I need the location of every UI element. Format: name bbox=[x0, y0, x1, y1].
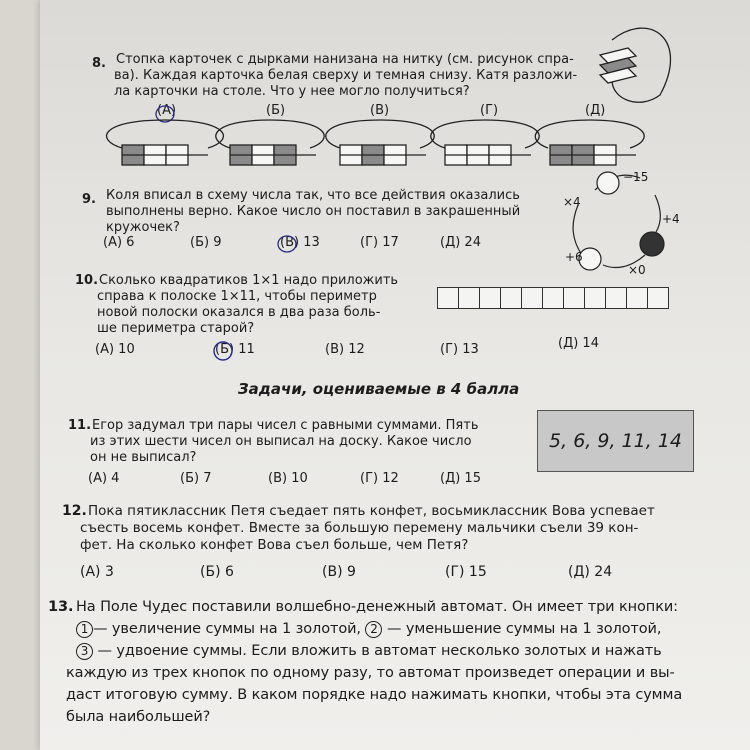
q12-text-line3: фет. На сколько конфет Вова съел больше, чем Петя? bbox=[80, 537, 469, 553]
q9-label-plus4: +4 bbox=[662, 212, 680, 226]
q12-option-a[interactable]: (А) 3 bbox=[80, 564, 114, 580]
q11-option-c[interactable]: (В) 10 bbox=[268, 471, 308, 486]
q12-option-e[interactable]: (Д) 24 bbox=[568, 564, 613, 580]
q11-option-a[interactable]: (А) 4 bbox=[88, 471, 120, 486]
q9-text-line3: кружочек? bbox=[106, 220, 180, 235]
q9-text-line2: выполнены верно. Какое число он поставил в закрашенный bbox=[106, 204, 521, 219]
q9-option-d[interactable]: (Г) 17 bbox=[360, 235, 399, 250]
q11-text-line2: из этих шести чисел он выписал на доску. Какое число bbox=[90, 434, 472, 449]
q11-option-d[interactable]: (Г) 12 bbox=[360, 471, 399, 486]
q9-option-e[interactable]: (Д) 24 bbox=[440, 235, 481, 250]
q13-line3-text: — удвоение суммы. Если вложить в автомат несколько золотых и нажать bbox=[97, 643, 662, 659]
q11-text-line3: он не выписал? bbox=[90, 450, 197, 465]
q9-option-b[interactable]: (Б) 9 bbox=[190, 235, 222, 250]
q10-option-b[interactable]: (Б) 11 bbox=[215, 342, 255, 357]
q10-option-a[interactable]: (А) 10 bbox=[95, 342, 135, 357]
q10-text-line3: новой полоски оказался в два раза боль- bbox=[97, 305, 381, 320]
q8-option-c[interactable]: (В) bbox=[370, 103, 390, 118]
q9-label-minus15: −15 bbox=[623, 170, 649, 184]
q9-label-plus6: +6 bbox=[565, 250, 583, 264]
q10-text-line2: справа к полоске 1×11, чтобы периметр bbox=[97, 289, 377, 304]
q13-text-line2 bbox=[76, 620, 661, 640]
button-1-circle: 1 bbox=[76, 621, 93, 638]
q12-text-line2: съесть восемь конфет. Вместе за большую перемену мальчики съели 39 кон- bbox=[80, 520, 639, 536]
q10-text-line1: Сколько квадратиков 1×1 надо приложить bbox=[99, 273, 399, 288]
section-heading-4-points: Задачи, оцениваемые в 4 балла bbox=[238, 380, 520, 398]
q8-option-a[interactable]: (А) bbox=[157, 103, 177, 118]
button-3-circle: 3 bbox=[76, 643, 93, 660]
q8-option-b[interactable]: (Б) bbox=[266, 103, 286, 118]
q10-option-c[interactable]: (В) 12 bbox=[325, 342, 365, 357]
q11-option-b[interactable]: (Б) 7 bbox=[180, 471, 212, 486]
q13-text-line3 bbox=[76, 642, 662, 662]
q13-text-line5: даст итоговую сумму. В каком порядке надо нажимать кнопки, чтобы эта сумма bbox=[66, 687, 683, 703]
button-2-circle: 2 bbox=[365, 621, 382, 638]
q13-number: 13. bbox=[48, 599, 74, 615]
q9-option-a[interactable]: (А) 6 bbox=[103, 235, 135, 250]
q9-text-line1: Коля вписал в схему числа так, что все действия оказались bbox=[106, 188, 520, 203]
q12-number: 12. bbox=[62, 503, 87, 519]
q8-number: 8. bbox=[92, 56, 106, 71]
q11-board: 5, 6, 9, 11, 14 bbox=[537, 410, 694, 472]
q10-number: 10. bbox=[75, 273, 99, 288]
q8-text-line2: ва). Каждая карточка белая сверху и темная снизу. Катя разложи- bbox=[114, 68, 578, 83]
q11-text-line1: Егор задумал три пары чисел с равными суммами. Пять bbox=[92, 418, 479, 433]
q13-text-line4: каждую из трех кнопок по одному разу, то автомат произведет операции и вы- bbox=[66, 665, 675, 681]
q13-text-line1: На Поле Чудес поставили волшебно-денежный автомат. Он имеет три кнопки: bbox=[76, 599, 678, 615]
q12-text-line1: Пока пятиклассник Петя съедает пять конфет, восьмиклассник Вова успевает bbox=[88, 503, 655, 519]
q10-option-d[interactable]: (Г) 13 bbox=[440, 342, 479, 357]
q10-option-e[interactable]: (Д) 14 bbox=[558, 336, 599, 351]
q9-number: 9. bbox=[82, 192, 96, 207]
q8-option-e[interactable]: (Д) bbox=[585, 103, 606, 118]
q8-text-line1: Стопка карточек с дырками нанизана на нитку (см. рисунок спра- bbox=[116, 52, 574, 67]
q11-number: 11. bbox=[68, 418, 92, 433]
q8-text-line3: ла карточки на столе. Что у нее могло получиться? bbox=[114, 84, 470, 99]
q8-option-d[interactable]: (Г) bbox=[480, 103, 499, 118]
q12-option-b[interactable]: (Б) 6 bbox=[200, 564, 234, 580]
q11-option-e[interactable]: (Д) 15 bbox=[440, 471, 481, 486]
q10-strip-1x11 bbox=[438, 287, 669, 309]
q13-text-line6: была наибольшей? bbox=[66, 709, 211, 725]
q10-text-line4: ше периметра старой? bbox=[97, 321, 255, 336]
q13-line2-part1: — увеличение суммы на 1 золотой, bbox=[93, 621, 361, 637]
q12-option-d[interactable]: (Г) 15 bbox=[445, 564, 487, 580]
q13-line2-part2: — уменьшение суммы на 1 золотой, bbox=[386, 621, 662, 637]
q9-label-times0: ×0 bbox=[628, 263, 646, 277]
q9-label-times4: ×4 bbox=[563, 195, 581, 209]
q9-option-c[interactable]: (В) 13 bbox=[280, 235, 320, 250]
q12-option-c[interactable]: (В) 9 bbox=[322, 564, 356, 580]
